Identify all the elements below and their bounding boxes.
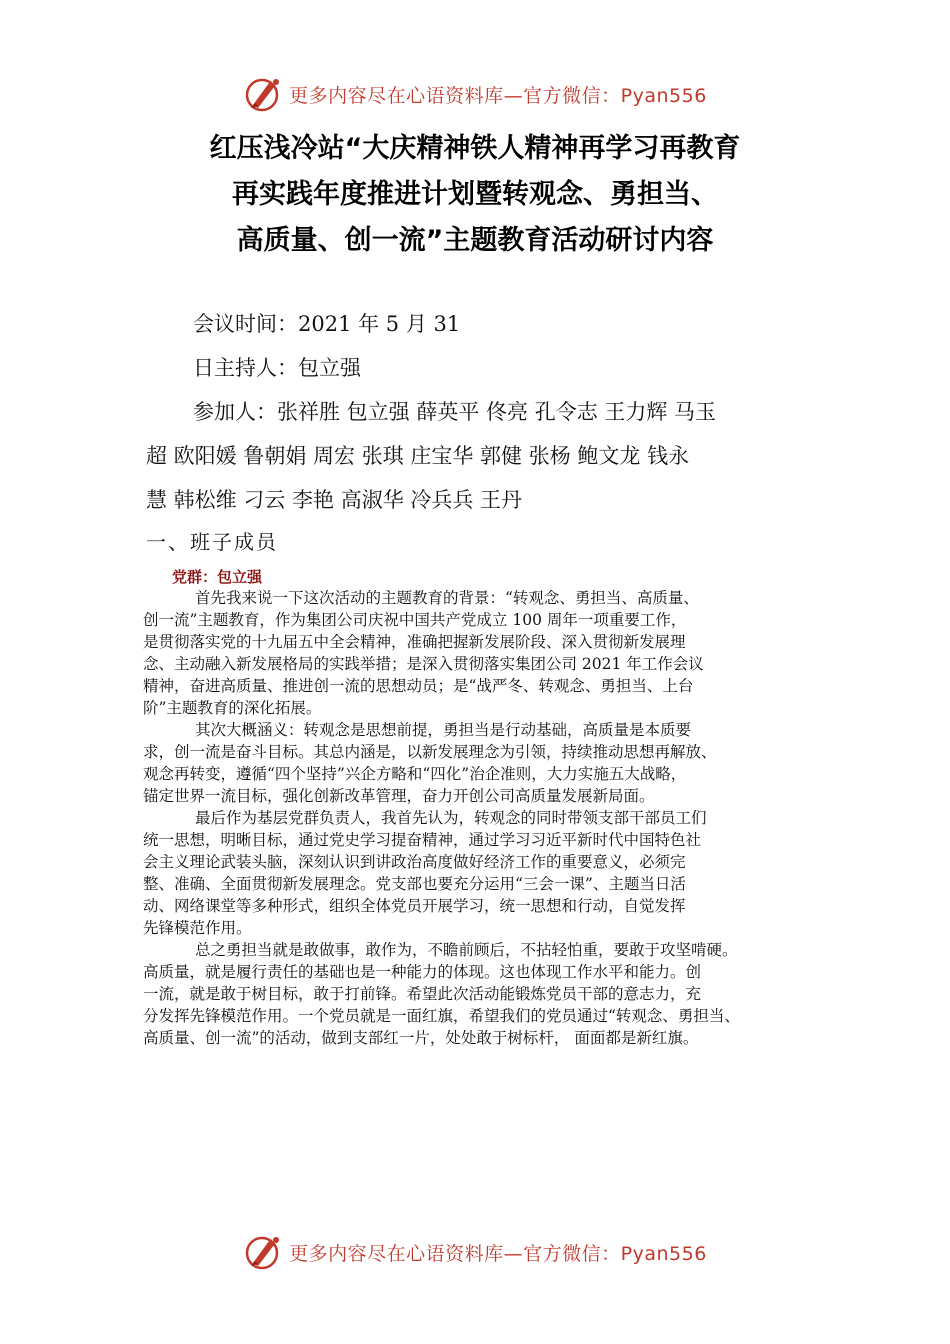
meeting-time: 会议时间：2021 年 5 月 31 [193, 312, 461, 336]
speaker-label: 党群：包立强 [172, 568, 263, 586]
body-line: 总之勇担当就是敢做事，敢作为，不瞻前顾后，不拈轻怕重，要敢于攻坚啃硬。 [195, 941, 738, 959]
body-line: 一流，就是敢于树目标，敢于打前锋。希望此次活动能锻炼党员干部的意志力，充 [143, 985, 702, 1003]
body-line: 其次大概涵义：转观念是思想前提，勇担当是行动基础，高质量是本质要 [195, 721, 692, 739]
body-line: 创一流”主题教育，作为集团公司庆祝中国共产党成立 100 周年一项重要工作， [143, 611, 687, 629]
document-title [0, 126, 950, 264]
body-line: 统一思想，明晰目标，通过党史学习提奋精神，通过学习习近平新时代中国特色社 [143, 831, 702, 849]
body-line: 首先我来说一下这次活动的主题教育的背景：“转观念、勇担当、高质量、 [195, 589, 699, 607]
watermark-text: 更多内容尽在心语资料库—官方微信：Pyan556 [289, 1242, 707, 1265]
participants-line: 慧 韩松维 刁云 李艳 高淑华 冷兵兵 王丹 [146, 488, 523, 512]
body-line: 精神，奋进高质量、推进创一流的思想动员；是“战严冬、转观念、勇担当、上台 [143, 677, 694, 695]
body-line: 先锋模范作用。 [143, 919, 252, 937]
body-line: 分发挥先锋模范作用。一个党员就是一面红旗，希望我们的党员通过“转观念、勇担当、 [143, 1007, 740, 1025]
body-line: 动、网络课堂等多种形式，组织全体党员开展学习，统一思想和行动，自觉发挥 [143, 897, 686, 915]
body-line: 整、准确、全面贯彻新发展理念。党支部也要充分运用“三会一课”、主题当日活 [143, 875, 686, 893]
body-line: 会主义理论武装头脑，深刻认识到讲政治高度做好经济工作的重要意义，必须完 [143, 853, 686, 871]
body-line: 高质量、创一流”的活动，做到支部红一片，处处敢于树标杆， 面面都是新红旗。 [143, 1029, 699, 1047]
participants-line: 参加人：张祥胜 包立强 薛英平 佟亮 孔令志 王力辉 马玉 [193, 400, 717, 424]
watermark-banner-top [0, 74, 950, 114]
body-line: 求，创一流是奋斗目标。其总内涵是，以新发展理念为引领，持续推动思想再解放、 [143, 743, 717, 761]
title-line: 红压浅冷站“大庆精神铁人精神再学习再教育 [209, 133, 741, 164]
body-line: 最后作为基层党群负责人，我首先认为，转观念的同时带领支部干部员工们 [195, 809, 707, 827]
watermark-text: 更多内容尽在心语资料库—官方微信：Pyan556 [289, 84, 707, 107]
body-line: 是贯彻落实党的十九届五中全会精神，准确把握新发展阶段、深入贯彻新发展理 [143, 633, 686, 651]
body-line: 观念再转变，遵循“四个坚持”兴企方略和“四化”治企准则，大力实施五大战略， [143, 765, 687, 783]
meeting-host: 日主持人：包立强 [193, 356, 361, 380]
participants-line: 超 欧阳媛 鲁朝娟 周宏 张琪 庄宝华 郭健 张杨 鲍文龙 钱永 [146, 444, 690, 468]
title-line: 高质量、创一流”主题教育活动研讨内容 [236, 225, 714, 256]
speech-body [143, 587, 839, 1049]
pen-nib-logo-icon [243, 75, 283, 113]
pen-nib-logo-icon [243, 1233, 283, 1271]
section-heading: 一、班子成员 [146, 530, 278, 554]
body-line: 锚定世界一流目标，强化创新改革管理，奋力开创公司高质量发展新局面。 [143, 787, 655, 805]
body-line: 阶”主题教育的深化拓展。 [143, 699, 322, 717]
body-line: 念、主动融入新发展格局的实践举措；是深入贯彻落实集团公司 2021 年工作会议 [143, 655, 704, 673]
watermark-banner-bottom [0, 1232, 950, 1272]
title-line: 再实践年度推进计划暨转观念、勇担当、 [232, 179, 718, 210]
body-line: 高质量，就是履行责任的基础也是一种能力的体现。这也体现工作水平和能力。创 [143, 963, 702, 981]
